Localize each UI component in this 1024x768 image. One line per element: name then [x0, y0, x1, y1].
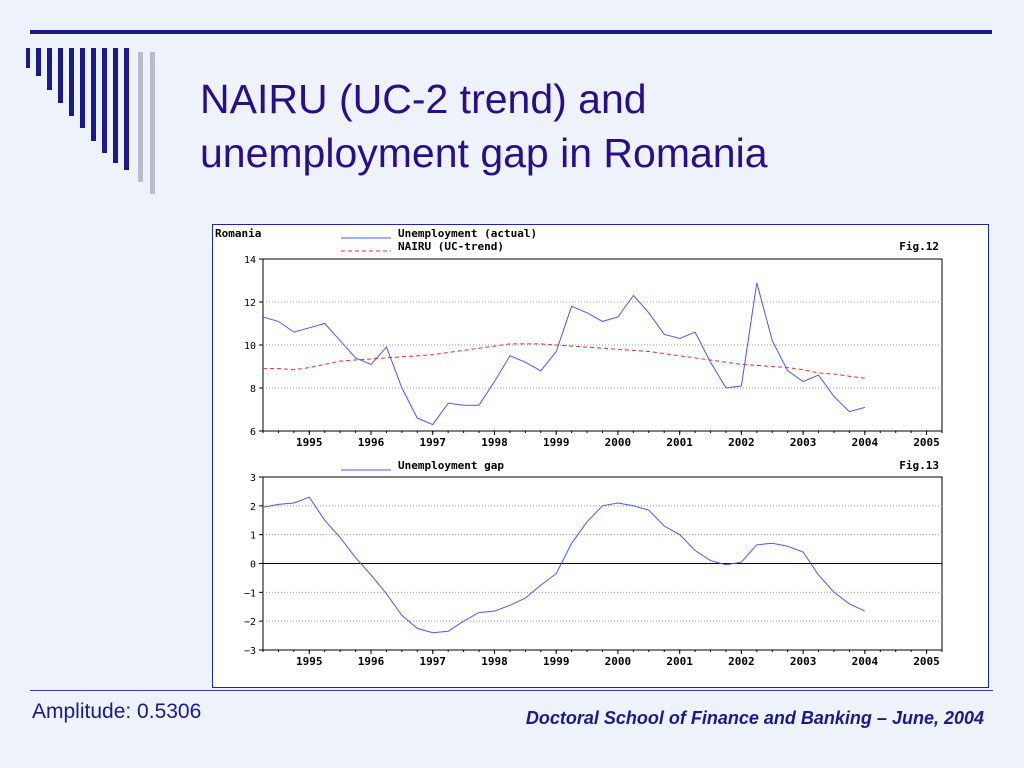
x-tick-label: 1996: [357, 655, 385, 668]
x-tick-label: 2003: [789, 436, 817, 449]
fig-label: Fig.12: [899, 240, 939, 253]
x-tick-label: 2002: [728, 436, 755, 449]
panel-label: Romania: [215, 227, 262, 240]
y-tick-label: 3: [249, 473, 256, 484]
x-tick-label: 2003: [789, 655, 817, 668]
amplitude-text: Amplitude: 0.5306: [32, 700, 202, 723]
fig-label: Fig.13: [899, 459, 939, 472]
x-tick-label: 1995: [296, 655, 323, 668]
legend-label: Unemployment (actual): [398, 227, 538, 240]
y-tick-label: 10: [243, 341, 256, 352]
x-tick-label: 2000: [604, 655, 632, 668]
y-tick-label: 0: [249, 559, 256, 571]
x-tick-label: 2001: [666, 655, 693, 668]
x-tick-label: 2004: [851, 655, 879, 668]
page-title: [200, 72, 1000, 180]
x-tick-label: 1998: [481, 655, 508, 668]
x-tick-label: 1999: [542, 436, 570, 449]
y-tick-label: −3: [243, 646, 256, 657]
decorative-bars: [26, 48, 176, 208]
y-tick-label: 8: [249, 384, 256, 395]
y-tick-label: 2: [249, 501, 256, 513]
x-tick-label: 1996: [357, 436, 385, 449]
y-tick-label: 12: [243, 298, 256, 309]
x-tick-label: 1998: [481, 436, 508, 449]
chart-1: [215, 227, 942, 449]
title-line-2: unemployment gap in Romania: [200, 130, 768, 176]
y-tick-label: −1: [243, 588, 256, 600]
x-tick-label: 2004: [851, 436, 879, 449]
x-tick-label: 1995: [296, 436, 323, 449]
x-tick-label: 1997: [419, 655, 446, 668]
y-tick-label: 6: [249, 427, 256, 438]
legend-label: NAIRU (UC-trend): [398, 240, 504, 253]
y-tick-label: −2: [243, 617, 256, 629]
y-tick-label: 1: [249, 530, 256, 542]
footer-text: Doctoral School of Finance and Banking – June, 2004: [525, 708, 984, 728]
x-tick-label: 2005: [913, 655, 940, 668]
bottom-rule: [30, 690, 993, 691]
x-tick-label: 2000: [604, 436, 632, 449]
charts-svg: [213, 225, 988, 687]
x-tick-label: 1997: [419, 436, 446, 449]
title-line-1: NAIRU (UC-2 trend) and: [200, 76, 647, 122]
y-tick-label: 14: [243, 255, 256, 266]
x-tick-label: 2005: [913, 436, 940, 449]
chart-2: [244, 459, 942, 668]
x-tick-label: 1999: [542, 655, 570, 668]
x-tick-label: 2001: [666, 436, 693, 449]
legend-label: Unemployment gap: [398, 459, 504, 472]
top-rule: [30, 30, 992, 34]
figure-panel: [212, 224, 989, 688]
x-tick-label: 2002: [728, 655, 755, 668]
